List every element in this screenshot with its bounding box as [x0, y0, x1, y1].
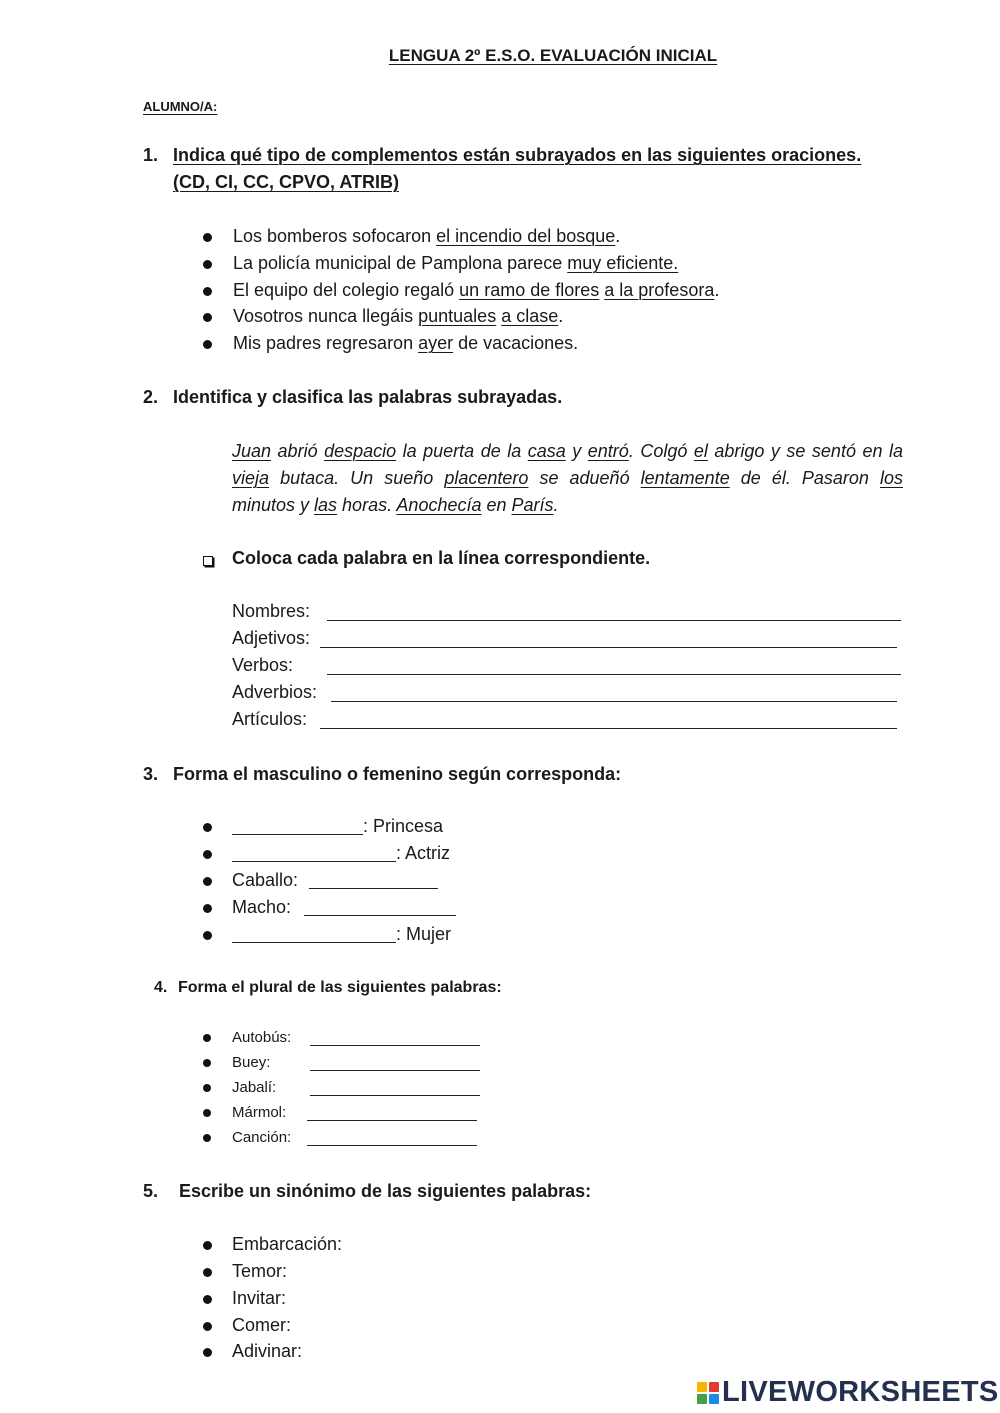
bullet-icon — [203, 850, 212, 859]
student-name-label: ALUMNO/A: — [143, 99, 218, 114]
liveworksheets-logo-icon — [697, 1382, 719, 1404]
worksheet-title: LENGUA 2º E.S.O. EVALUACIÓN INICIAL — [388, 46, 718, 65]
bullet-icon — [203, 1348, 212, 1357]
q2-number: 2. — [143, 387, 159, 407]
bullet-icon — [203, 1295, 212, 1304]
q3-item-actriz: : Actriz — [396, 843, 451, 863]
q2-paragraph: Juan abrió despacio la puerta de la casa y entró. Colgó el abrigo y se sentó en la vieja butaca. Un sueño placentero se adueñó lentamente de él. Pasaron los minutos y las horas. Anochecía en París. — [232, 441, 903, 515]
checkbox-icon — [203, 556, 213, 566]
q3-item-caballo: Caballo: — [232, 870, 299, 890]
category-nombres-label: Nombres: — [232, 601, 311, 621]
category-adverbios-answer-line[interactable] — [331, 701, 897, 702]
q3-answer-line-2[interactable] — [232, 861, 396, 862]
category-adjetivos-label: Adjetivos: — [232, 628, 311, 648]
q3-item-princesa: : Princesa — [363, 816, 444, 836]
q3-item-mujer: : Mujer — [396, 924, 452, 944]
category-articulos-answer-line[interactable] — [320, 728, 897, 729]
q4-answer-line-2[interactable] — [310, 1070, 480, 1071]
q1-sentence-5: Mis padres regresaron ayer de vacaciones. — [233, 333, 579, 353]
q3-item-macho: Macho: — [232, 897, 292, 917]
q5-item-adivinar: Adivinar: — [232, 1341, 303, 1361]
q4-item-autobus: Autobús: — [232, 1029, 292, 1046]
q1-heading-line1: Indica qué tipo de complementos están subrayados en las siguientes oraciones. — [173, 145, 862, 165]
q4-item-buey: Buey: — [232, 1054, 271, 1071]
q3-number: 3. — [143, 764, 159, 784]
q3-answer-line-3[interactable] — [309, 888, 438, 889]
q5-item-invitar: Invitar: — [232, 1288, 287, 1308]
q5-number: 5. — [143, 1181, 159, 1201]
liveworksheets-logo-text: LIVEWORKSHEETS — [722, 1376, 999, 1408]
bullet-icon — [203, 287, 212, 296]
bullet-icon — [203, 1241, 212, 1250]
bullet-icon — [203, 1268, 212, 1277]
category-verbos-answer-line[interactable] — [327, 674, 901, 675]
q3-answer-line-1[interactable] — [232, 834, 363, 835]
category-adjetivos-answer-line[interactable] — [320, 647, 897, 648]
bullet-icon — [203, 1034, 211, 1042]
bullet-icon — [203, 1322, 212, 1331]
q5-item-comer: Comer: — [232, 1315, 292, 1335]
bullet-icon — [203, 1134, 211, 1142]
q4-item-jabali: Jabalí: — [232, 1079, 277, 1096]
bullet-icon — [203, 877, 212, 886]
q5-item-temor: Temor: — [232, 1261, 288, 1281]
bullet-icon — [203, 313, 212, 322]
q3-answer-line-5[interactable] — [232, 942, 396, 943]
bullet-icon — [203, 233, 212, 242]
category-articulos-label: Artículos: — [232, 709, 308, 729]
q5-item-embarcacion: Embarcación: — [232, 1234, 343, 1254]
bullet-icon — [203, 260, 212, 269]
bullet-icon — [203, 931, 212, 940]
q2-heading: Identifica y clasifica las palabras subrayadas. — [173, 387, 563, 407]
bullet-icon — [203, 904, 212, 913]
q4-answer-line-3[interactable] — [310, 1095, 480, 1096]
q4-answer-line-4[interactable] — [307, 1120, 477, 1121]
q4-item-marmol: Mármol: — [232, 1104, 287, 1121]
q1-sentence-2: La policía municipal de Pamplona parece muy eficiente. — [233, 253, 679, 273]
q4-answer-line-1[interactable] — [310, 1045, 480, 1046]
q4-number: 4. — [154, 979, 168, 996]
bullet-icon — [203, 340, 212, 349]
bullet-icon — [203, 823, 212, 832]
q4-heading: Forma el plural de las siguientes palabras: — [178, 979, 502, 996]
q1-number: 1. — [143, 145, 159, 165]
q2-sub-heading: Coloca cada palabra en la línea correspondiente. — [232, 548, 651, 568]
q4-answer-line-5[interactable] — [307, 1145, 477, 1146]
category-nombres-answer-line[interactable] — [327, 620, 901, 621]
q1-sentence-4: Vosotros nunca llegáis puntuales a clase. — [233, 306, 564, 326]
q1-heading-line2: (CD, CI, CC, CPVO, ATRIB) — [173, 172, 399, 192]
bullet-icon — [203, 1109, 211, 1117]
q1-sentence-3: El equipo del colegio regaló un ramo de flores a la profesora. — [233, 280, 720, 300]
bullet-icon — [203, 1084, 211, 1092]
q1-sentence-1: Los bomberos sofocaron el incendio del bosque. — [233, 226, 621, 246]
bullet-icon — [203, 1059, 211, 1067]
category-verbos-label: Verbos: — [232, 655, 294, 675]
q3-heading: Forma el masculino o femenino según corresponda: — [173, 764, 622, 784]
category-adverbios-label: Adverbios: — [232, 682, 318, 702]
q5-heading: Escribe un sinónimo de las siguientes palabras: — [179, 1181, 592, 1201]
q3-answer-line-4[interactable] — [304, 915, 456, 916]
q4-item-cancion: Canción: — [232, 1129, 292, 1146]
